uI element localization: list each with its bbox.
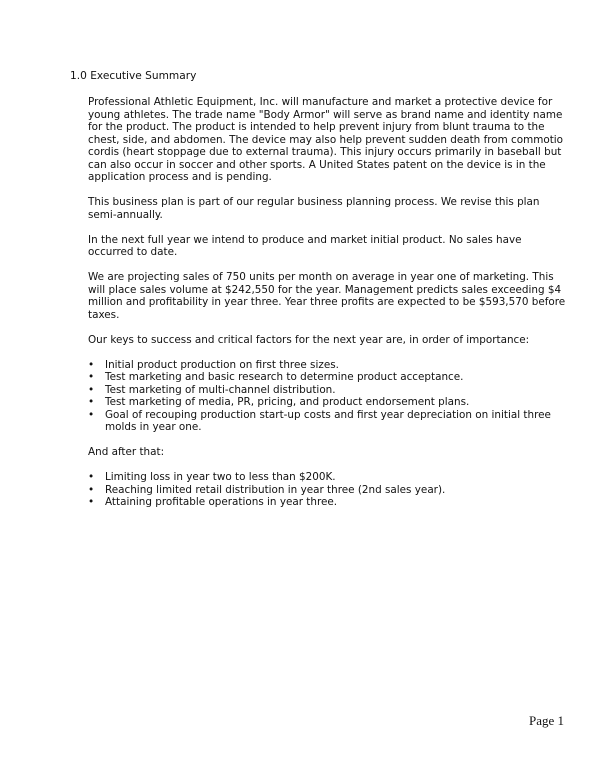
list-item [88,359,568,372]
list-item [88,496,568,509]
list-item [88,371,568,384]
after-list [88,471,568,509]
bullet-icon: • [88,371,95,383]
list-item [88,471,568,484]
bullet-icon: • [88,383,95,396]
list-item-text: Reaching limited retail distribution in year three (2nd sales year). [105,483,446,496]
paragraph-overview: Professional Athletic Equipment, Inc. will manufacture and market a protective device for young athletes. The trade name "Body Armor" will serve as brand name and identity name for the product. The product is intended to help prevent injury from blunt trauma to the chest, side, and abdomen. The device may also help prevent sudden death from commotio cordis (heart stoppage due to external trauma). This injury occurs primarily in baseball but can also occur in soccer and other sports. A United States patent on the device is in the application process and is pending. [88,96,564,183]
keys-list [88,359,568,434]
list-item [88,409,568,434]
paragraph-planning: This business plan is part of our regular business planning process. We revise this plan semi-annually. [88,196,540,221]
list-item-text: Goal of recouping production start-up costs and first year depreciation on initial three molds in year one. [105,408,551,433]
bullet-icon: • [88,496,95,508]
list-item [88,396,568,409]
paragraph-projections: We are projecting sales of 750 units per month on average in year one of marketing. This will place sales volume at $242,550 for the year. Management predicts sales exceeding $4 million and profitability in year three. Year three profits are expected to be $593,570 before taxes. [88,271,566,321]
list-item-text: Test marketing of media, PR, pricing, and product endorsement plans. [105,396,470,408]
paragraph-next-year: In the next full year we intend to produce and market initial product. No sales have occurred to date. [88,233,522,258]
list-item-text: Initial product production on first three sizes. [105,358,339,371]
paragraph-after: And after that: [88,446,165,458]
bullet-icon: • [88,483,95,496]
section-heading: 1.0 Executive Summary [70,70,197,82]
list-item-text: Limiting loss in year two to less than $200K. [105,471,336,483]
bullet-icon: • [88,408,95,421]
list-item [88,484,568,497]
bullet-icon: • [88,396,95,408]
bullet-icon: • [88,471,95,483]
list-item-text: Attaining profitable operations in year three. [105,496,338,508]
bullet-icon: • [88,358,95,371]
list-item [88,384,568,397]
list-item-text: Test marketing and basic research to determine product acceptance. [105,371,464,383]
list-item-text: Test marketing of multi-channel distribution. [105,383,336,396]
page-number: Page 1 [528,713,564,728]
paragraph-keys-intro: Our keys to success and critical factors for the next year are, in order of importance: [88,333,530,346]
section-body [88,96,568,521]
